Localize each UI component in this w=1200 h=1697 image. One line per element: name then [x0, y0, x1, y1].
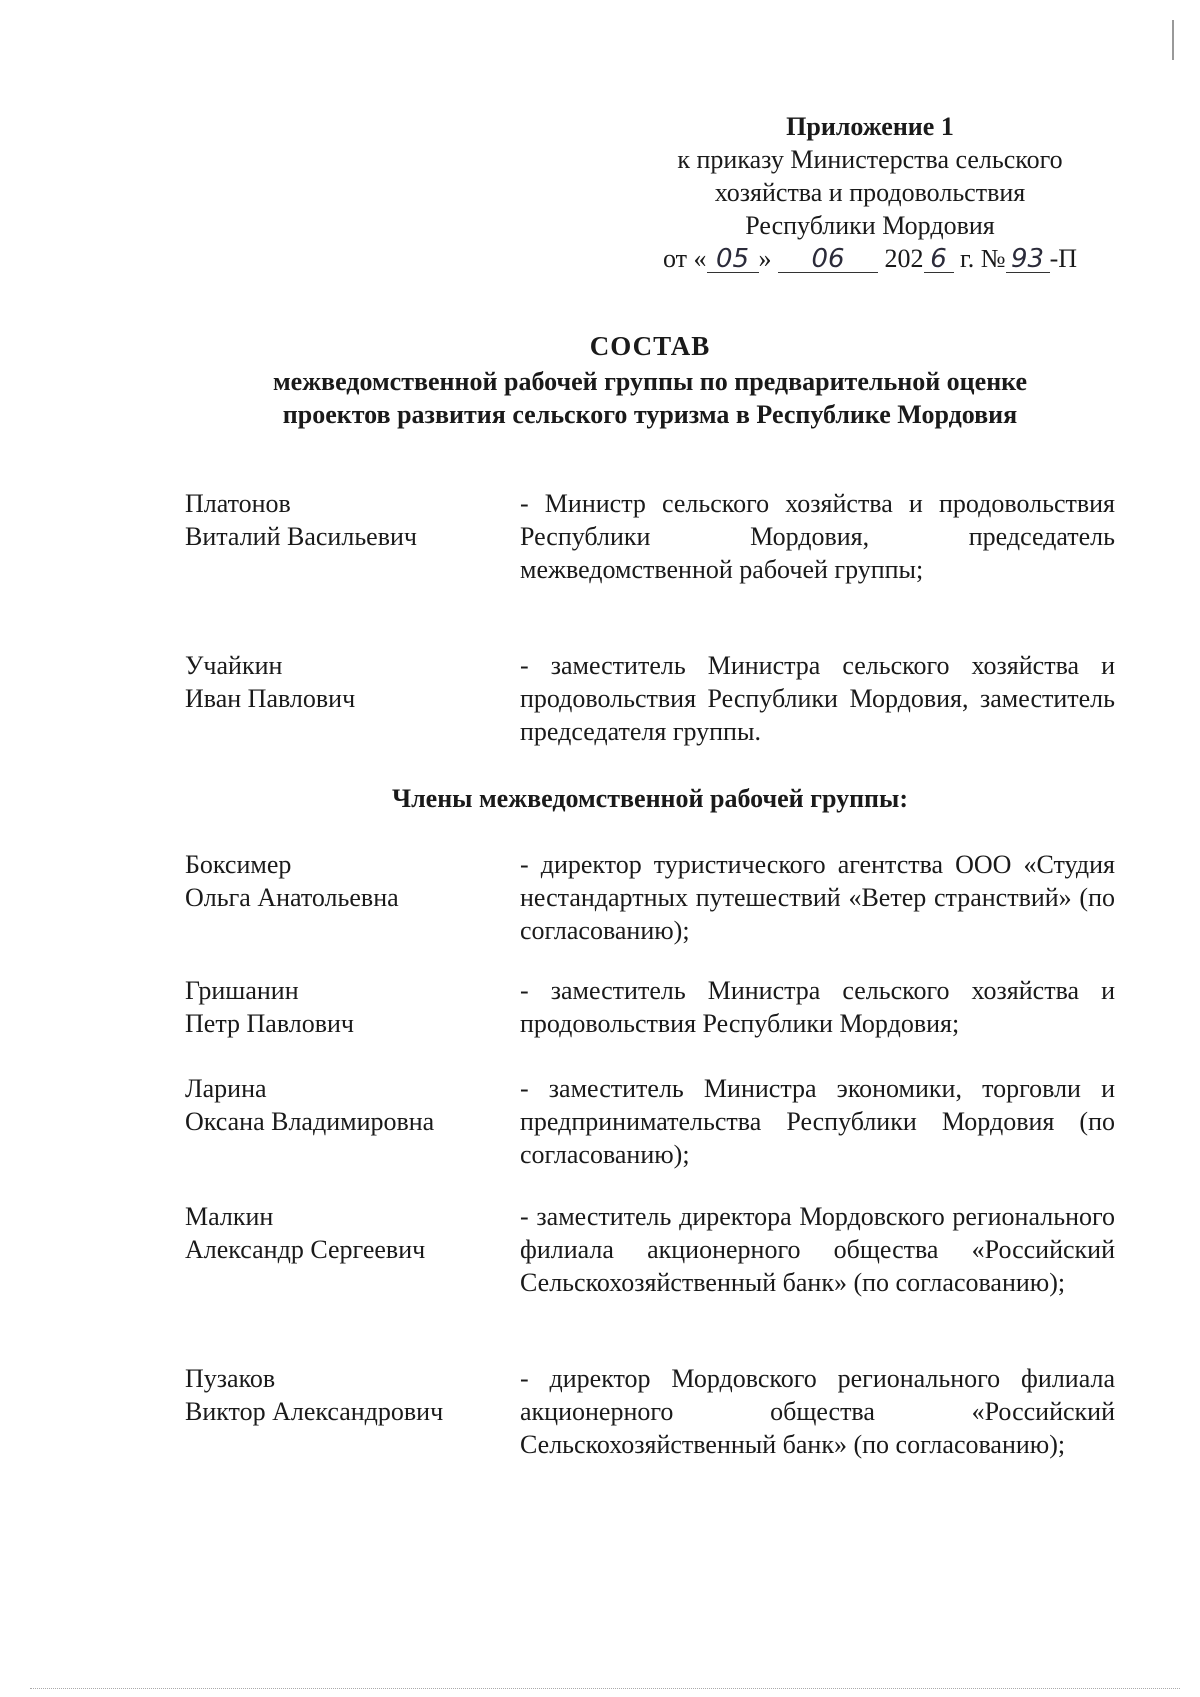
- person-given-names: Виталий Васильевич: [185, 522, 417, 551]
- order-number-handwritten: 93: [1006, 246, 1050, 273]
- members-heading: Члены межведомственной рабочей группы:: [391, 784, 908, 813]
- appendix-title: Приложение 1: [786, 112, 954, 141]
- person-surname: Ларина: [185, 1074, 267, 1103]
- person-name: [185, 487, 495, 553]
- person-given-names: Ольга Анатольевна: [185, 883, 399, 912]
- person-surname: Пузаков: [185, 1364, 276, 1393]
- date-year-handwritten: 6: [924, 246, 954, 273]
- person-role: - директор туристического агентства ООО «Студия нестандартных путешествий «Ветер странствий» (по согласованию);: [520, 850, 1115, 945]
- person-given-names: Александр Сергеевич: [185, 1235, 426, 1264]
- date-month-handwritten: 06: [778, 246, 878, 273]
- person-surname: Малкин: [185, 1202, 274, 1231]
- document-subtitle-line-1: межведомственной рабочей группы по предварительной оценке: [272, 367, 1028, 396]
- order-number-prefix: г. №: [960, 244, 1006, 273]
- person-name: [185, 1362, 495, 1428]
- person-given-names: Виктор Александрович: [185, 1397, 444, 1426]
- person-name: [185, 1200, 495, 1266]
- person-surname: Учайкин: [185, 651, 283, 680]
- person-surname: Платонов: [185, 489, 291, 518]
- date-mid: »: [758, 244, 772, 273]
- person-name: [185, 848, 495, 914]
- document-heading: [120, 330, 1180, 431]
- order-date-line: [640, 242, 1100, 275]
- appendix-line-2: хозяйства и продовольствия: [714, 178, 1026, 207]
- person-given-names: Иван Павлович: [185, 684, 356, 713]
- appendix-line-3: Республики Мордовия: [745, 211, 995, 240]
- scan-edge-mark: [1172, 20, 1182, 60]
- person-surname: Боксимер: [185, 850, 292, 879]
- appendix-block: [640, 110, 1100, 275]
- date-year-prefix: 202: [884, 244, 924, 273]
- person-name: [185, 974, 495, 1040]
- person-role: - заместитель директора Мордовского регионального филиала акционерного общества «Российский Сельскохозяйственный банк» (по согласованию);: [520, 1202, 1115, 1297]
- date-day-handwritten: 05: [707, 246, 759, 273]
- person-role: - заместитель Министра сельского хозяйства и продовольствия Республики Мордовия, заместитель председателя группы.: [520, 651, 1115, 746]
- person-role: - Министр сельского хозяйства и продовольствия Республики Мордовия, председатель межведомственной рабочей группы;: [520, 489, 1115, 584]
- person-name: [185, 1072, 495, 1138]
- person-role: - заместитель Министра экономики, торговли и предпринимательства Республики Мордовия (по согласованию);: [520, 1074, 1115, 1169]
- date-prefix: от «: [662, 244, 707, 273]
- document-title: СОСТАВ: [589, 331, 711, 361]
- person-given-names: Оксана Владимировна: [185, 1107, 435, 1136]
- document-subtitle-line-2: проектов развития сельского туризма в Республике Мордовия: [282, 400, 1018, 429]
- person-role: - директор Мордовского регионального филиала акционерного общества «Российский Сельскохозяйственный банк» (по согласованию);: [520, 1364, 1115, 1459]
- appendix-line-1: к приказу Министерства сельского: [677, 145, 1063, 174]
- person-surname: Гришанин: [185, 976, 299, 1005]
- person-given-names: Петр Павлович: [185, 1009, 354, 1038]
- person-role: - заместитель Министра сельского хозяйства и продовольствия Республики Мордовия;: [520, 976, 1115, 1038]
- scan-bottom-edge: [30, 1688, 1180, 1689]
- person-name: [185, 649, 495, 715]
- order-number-suffix: -П: [1049, 244, 1077, 273]
